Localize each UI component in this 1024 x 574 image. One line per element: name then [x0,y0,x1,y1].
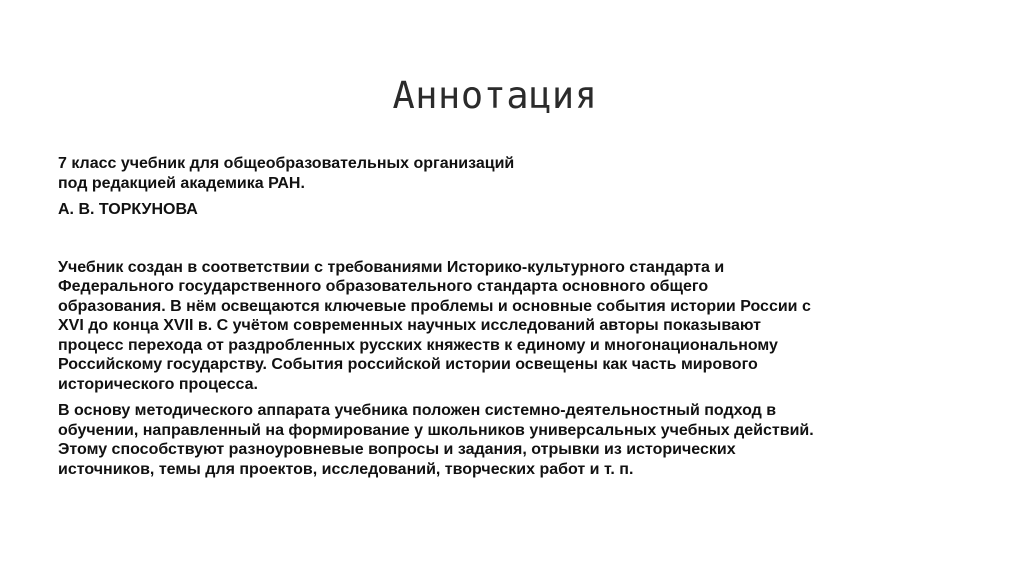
intro-line: 7 класс учебник для общеобразовательных организаций [58,155,515,172]
paragraph-line: обучении, направленный на формирование у школьников универсальных учебных действий. [58,421,814,439]
paragraph-line: образования. В нём освещаются ключевые проблемы и основные события истории России с [58,297,811,315]
slide-body [58,154,988,479]
paragraph-line: процесс перехода от раздробленных русских княжеств к единому и многонациональному [58,336,778,354]
paragraph-line: Учебник создан в соответствии с требованиями Историко-культурного стандарта и [58,258,725,276]
slide-title: Аннотация [392,74,598,117]
annotation-paragraph-1 [58,258,988,395]
paragraph-line: Российскому государству. События российской истории освещены как часть мирового [58,356,758,373]
author-name: А. В. ТОРКУНОВА [58,201,198,218]
paragraph-line: источников, темы для проектов, исследований, творческих работ и т. п. [58,460,634,478]
paragraph-line: XVI до конца XVII в. С учётом современных научных исследований авторы показывают [58,317,761,334]
paragraph-line: исторического процесса. [58,375,258,393]
paragraph-line: Федерального государственного образовательного стандарта основного общего [58,278,709,295]
paragraph-line: В основу методического аппарата учебника положен системно-деятельностный подход в [58,402,777,419]
paragraph-line: Этому способствуют разноуровневые вопросы и задания, отрывки из исторических [58,441,736,458]
intro-line: под редакцией академика РАН. [58,174,305,192]
annotation-paragraph-2 [58,401,988,479]
intro-block [58,154,988,193]
